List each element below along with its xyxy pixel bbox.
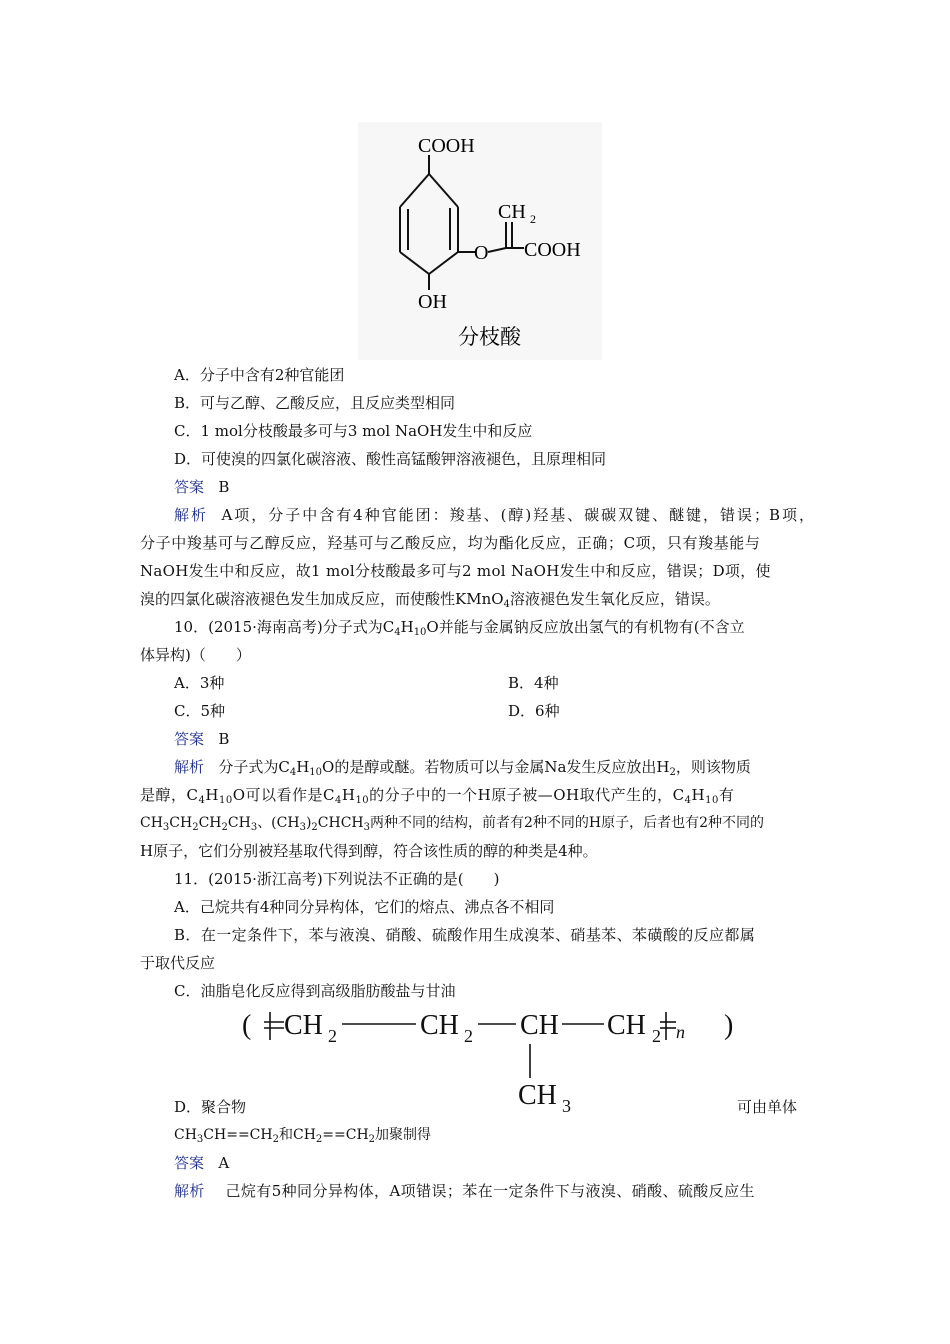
- text-segment: ，则该物质: [675, 758, 751, 776]
- ch2-subscript: 2: [530, 212, 536, 226]
- answer-label: 答案: [174, 478, 205, 496]
- q11-option-b-line-1: B．在一定条件下，苯与液溴、硝酸、硫酸作用生成溴苯、硝基苯、苯磺酸的反应都属: [174, 926, 756, 944]
- right-paren: ): [724, 1010, 734, 1041]
- q10-analysis-line-1: [174, 757, 751, 780]
- text-segment: CH: [198, 815, 222, 831]
- polymer-structure: [240, 1000, 760, 1118]
- subscript: 4: [334, 795, 342, 806]
- subscript: 2: [669, 767, 676, 778]
- q9-analysis-line-4: [140, 589, 720, 612]
- text-segment: O可以看作是C: [232, 786, 335, 804]
- ch2-label: CH: [498, 201, 526, 223]
- subscript: 4: [684, 795, 692, 806]
- subscript: 2: [192, 822, 199, 833]
- subscript: 3: [363, 822, 371, 833]
- q10-option-c: C．5种: [174, 702, 226, 720]
- text-segment: CH: [169, 815, 193, 831]
- ch2-group-3: CH: [607, 1010, 646, 1041]
- q11-stem: 11．(2015·浙江高考)下列说法不正确的是( ): [174, 870, 500, 888]
- figure-caption: 分枝酸: [458, 325, 521, 349]
- structure-diagram: [358, 122, 602, 360]
- text-segment: CH: [227, 815, 251, 831]
- subscript: 4: [198, 795, 206, 806]
- text-segment: CH==CH: [203, 1127, 273, 1143]
- analysis-label: 解析: [174, 506, 208, 524]
- q11-analysis-line-1: [174, 1181, 755, 1201]
- text-segment: 两种不同的结构，前者有2种不同的H原子，后者也有2种不同的: [370, 815, 765, 831]
- answer-value: A: [218, 1154, 230, 1172]
- analysis-text: A项，分子中含有4种官能团：羧基、(醇)羟基、碳碳双键、醚键，错误；B项，: [221, 506, 814, 524]
- subscript: 3: [196, 1134, 204, 1145]
- subscript: 10: [413, 627, 427, 638]
- chorismic-acid-structure: [358, 122, 602, 360]
- subscript: 10: [218, 795, 233, 806]
- q9-option-a: A．分子中含有2种官能团: [174, 366, 345, 384]
- q11-option-d-tail: 可由单体: [737, 1098, 798, 1116]
- text-segment: 是醇，C: [140, 786, 199, 804]
- ether-o-label: O: [474, 242, 489, 264]
- text-segment: 10．(2015·海南高考)分子式为C: [174, 618, 395, 636]
- answer-label: 答案: [174, 730, 205, 748]
- analysis-label: 解析: [174, 758, 205, 776]
- q10-analysis-line-2: [140, 785, 734, 808]
- text-segment: H: [691, 786, 706, 804]
- subscript: 2: [272, 1134, 279, 1145]
- text-segment: ): [305, 815, 312, 831]
- subscript: 3: [299, 822, 306, 833]
- q11-option-a: A．己烷共有4种同分异构体，它们的熔点、沸点各不相同: [174, 898, 555, 916]
- text-segment: 和CH: [278, 1127, 316, 1143]
- text-segment: 有: [718, 786, 735, 804]
- text-segment: O并能与金属钠反应放出氢气的有机物有(不含立: [426, 618, 745, 636]
- subscript: 2: [311, 822, 318, 833]
- text-segment: H: [296, 758, 310, 776]
- q11-option-d-label: D．聚合物: [174, 1098, 247, 1116]
- q10-stem-line-1: [174, 617, 745, 640]
- subscript-2: 2: [464, 1026, 473, 1046]
- left-paren: (: [242, 1010, 252, 1041]
- text-segment: 的分子中的一个H原子被—OH取代产生的，C: [369, 786, 685, 804]
- text-segment: CH: [140, 815, 163, 831]
- subscript: 3: [162, 822, 170, 833]
- q11-answer: [174, 1153, 229, 1173]
- text-segment: 、(CH: [257, 815, 300, 831]
- text-segment: H: [400, 618, 414, 636]
- q10-answer: [174, 729, 229, 749]
- q10-stem-line-2: 体异构)（ ）: [140, 646, 251, 664]
- q11-option-c: C．油脂皂化反应得到高级脂肪酸盐与甘油: [174, 982, 456, 1000]
- text-segment: H: [341, 786, 356, 804]
- cooh-top-label: COOH: [418, 135, 475, 157]
- q9-analysis-line-1: [174, 505, 814, 525]
- q10-analysis-line-3: [140, 813, 764, 835]
- q11-option-d-line-2: [174, 1125, 431, 1147]
- q10-option-a: A．3种: [174, 674, 225, 692]
- q11-option-b-line-2: 于取代反应: [140, 954, 216, 972]
- ch2-group-1: CH: [284, 1010, 323, 1041]
- answer-value: B: [218, 478, 230, 496]
- subscript: 2: [315, 1134, 323, 1145]
- q9-option-b: B．可与乙醇、乙酸反应，且反应类型相同: [174, 394, 456, 412]
- subscript: 3: [250, 822, 258, 833]
- q9-answer: [174, 477, 229, 497]
- q9-option-d: D．可使溴的四氯化碳溶液、酸性高锰酸钾溶液褪色，且原理相同: [174, 450, 607, 468]
- subscript: 2: [221, 822, 228, 833]
- text-segment: CHCH: [317, 815, 364, 831]
- subscript: 4: [289, 767, 297, 778]
- ch-group: CH: [520, 1010, 559, 1041]
- text-segment: 溴的四氯化碳溶液褪色发生加成反应，而使酸性KMnO: [140, 590, 504, 608]
- text-segment: 分子式为C: [218, 758, 290, 776]
- q9-analysis-line-2: 分子中羧基可与乙醇反应，羟基可与乙酸反应，均为酯化反应，正确；C项，只有羧基能与: [140, 534, 761, 552]
- analysis-text: 己烷有5种同分异构体，A项错误；苯在一定条件下与液溴、硝酸、硫酸反应生: [225, 1182, 755, 1200]
- ch2-group-2: CH: [420, 1010, 459, 1041]
- subscript-1: 2: [328, 1026, 337, 1046]
- subscript: 2: [368, 1134, 376, 1145]
- text-segment: ==CH: [322, 1127, 369, 1143]
- text-segment: 溶液褪色发生氧化反应，错误。: [509, 590, 720, 608]
- subscript: 10: [355, 795, 370, 806]
- answer-label: 答案: [174, 1154, 205, 1172]
- text-segment: H: [205, 786, 219, 804]
- answer-value: B: [218, 730, 230, 748]
- subscript: 4: [503, 599, 510, 610]
- text-segment: 加聚制得: [375, 1127, 432, 1143]
- text-segment: CH: [174, 1127, 197, 1143]
- subscript-ch3: 3: [562, 1096, 571, 1116]
- subscript: 10: [309, 767, 323, 778]
- subscript: 4: [394, 627, 401, 638]
- ch3-group: CH: [518, 1080, 557, 1111]
- analysis-label: 解析: [174, 1182, 205, 1200]
- subscript: 10: [705, 795, 719, 806]
- q9-option-c: C．1 mol分枝酸最多可与3 mol NaOH发生中和反应: [174, 422, 533, 440]
- q10-analysis-line-4: H原子，它们分别被羟基取代得到醇，符合该性质的醇的种类是4种。: [140, 842, 598, 860]
- subscript-3: 2: [652, 1026, 661, 1046]
- oh-label: OH: [418, 291, 447, 313]
- q10-option-b: B．4种: [508, 674, 559, 692]
- q9-analysis-line-3: NaOH发生中和反应，故1 mol分枝酸最多可与2 mol NaOH发生中和反应，错误；D项，使: [140, 562, 771, 580]
- polymer-diagram: [240, 1000, 760, 1118]
- q10-option-d: D．6种: [508, 702, 560, 720]
- repeat-n: n: [676, 1022, 685, 1042]
- cooh-right-label: COOH: [524, 239, 581, 261]
- text-segment: O的是醇或醚。若物质可以与金属Na发生反应放出H: [322, 758, 670, 776]
